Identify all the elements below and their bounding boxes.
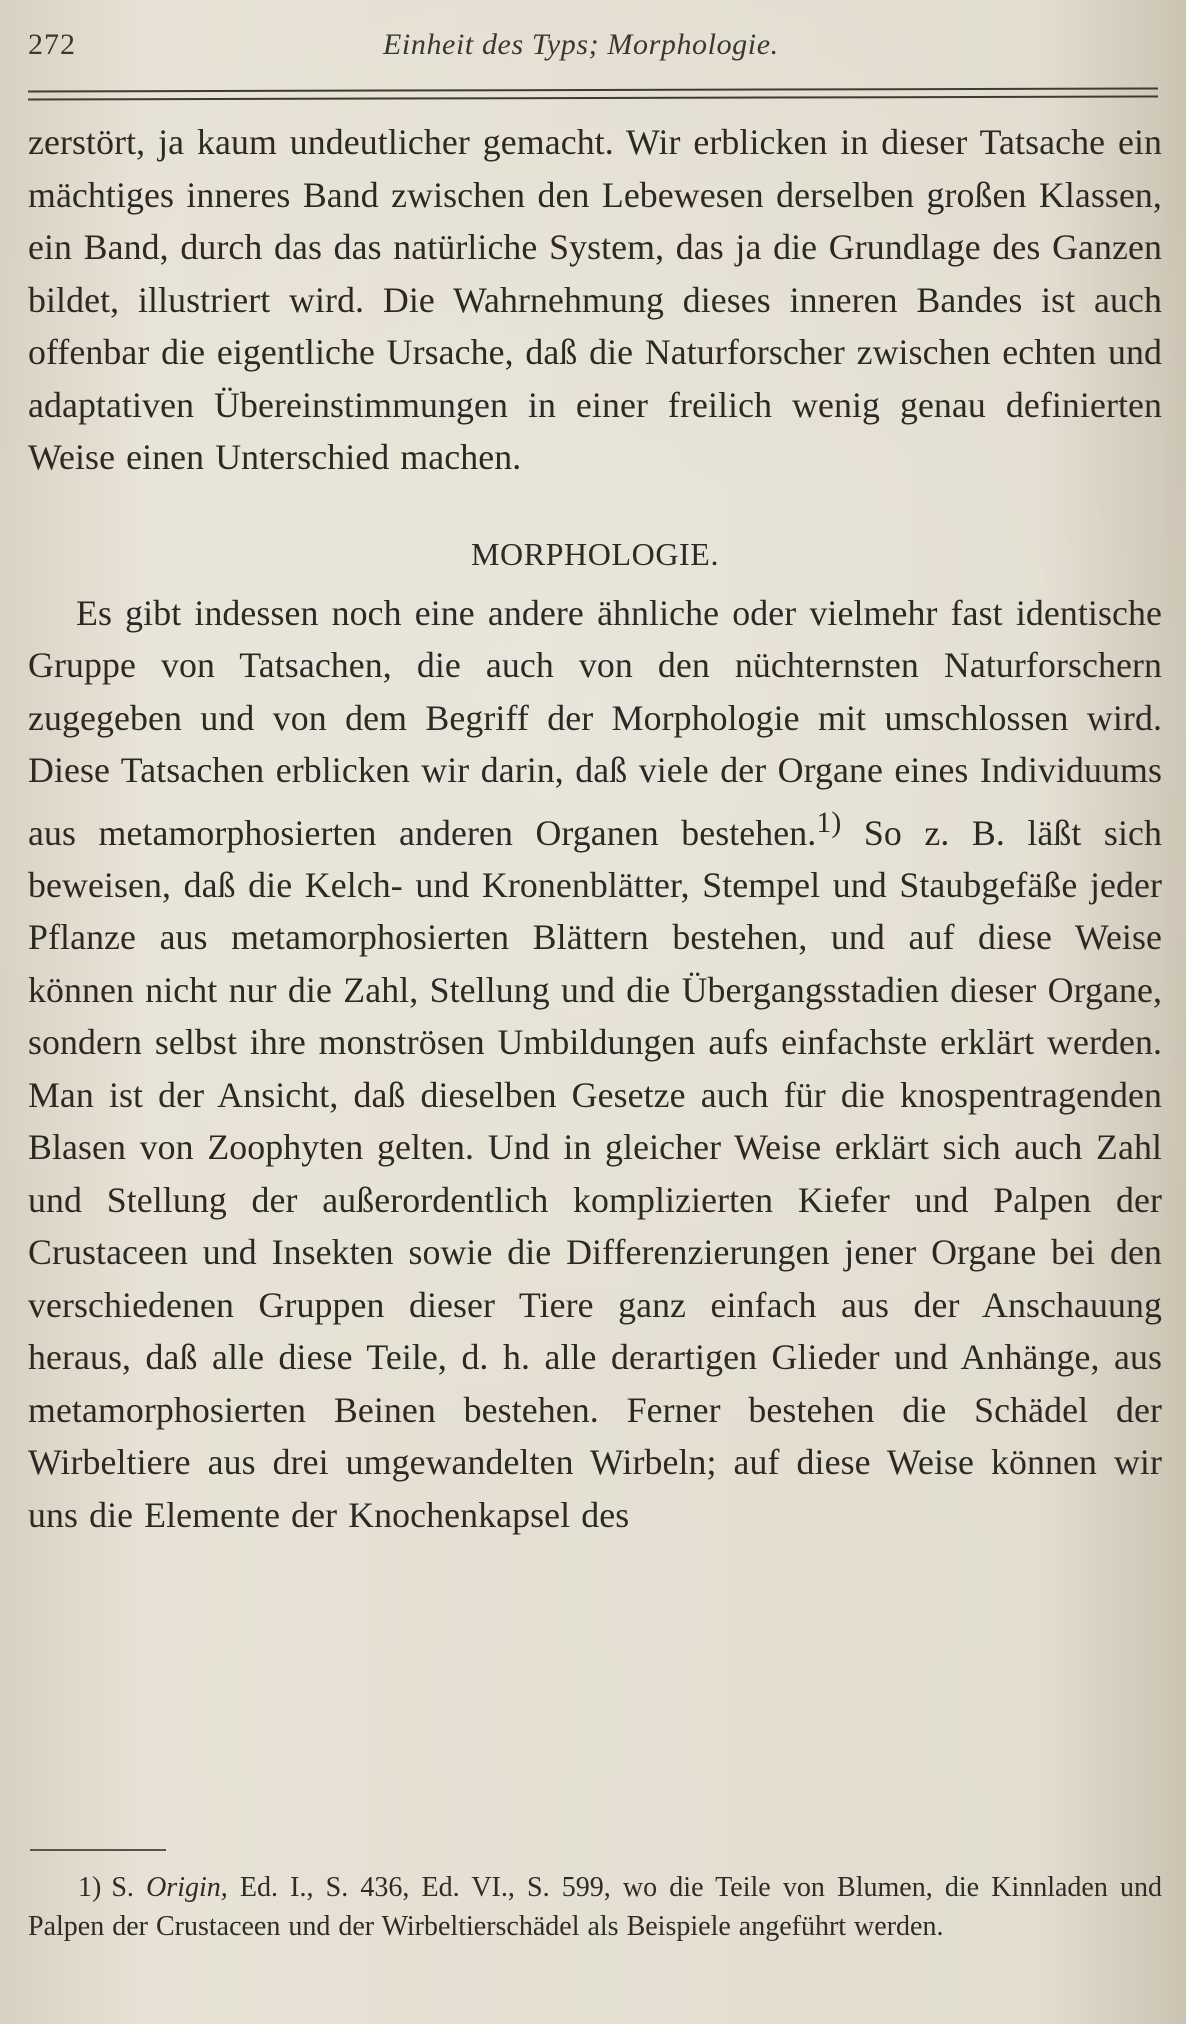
page-header [28, 28, 1142, 80]
section-title: MORPHOLOGIE. [470, 535, 720, 572]
page-number: 272 [28, 28, 76, 61]
paragraph-2-part-2: So z. B. läßt sich beweisen, daß die Kelch- und Kronenblätter, Stempel und Staubgefäße jeder Pflanze aus metamorphosierten Blättern bestehen, und auf diese Weise können nicht nur die Zahl, Stellung und die Übergangsstadien dieser Organe, sondern selbst ihre monströsen Umbildungen aufs einfachste erklärt werden. Man ist der Ansicht, daß dieselben Gesetze auch für die knospentragenden Blasen von Zoophyten gelten. Und in gleicher Weise erklärt sich auch Zahl und Stellung der außerordentlich komplizierten Kiefer und Palpen der Crustaceen und Insekten sowie die Differenzierungen jener Organe bei den verschiedenen Gruppen dieser Tiere ganz einfach aus der Anschauung heraus, daß alle diese Teile, d. h. alle derartigen Glieder und Anhänge, aus metamorphosierten Beinen bestehen. Ferner bestehen die Schädel der Wirbeltiere aus drei umgewandelten Wirbeln; auf diese Weise können wir uns die Elemente der Knochenkapsel des [28, 812, 1162, 1535]
footnote [28, 1868, 1162, 1946]
paragraph-1: zerstört, ja kaum undeutlicher gemacht. Wir erblicken in dieser Tatsache ein mächtiges inneres Band zwischen den Lebewesen derselben großen Klassen, ein Band, durch das das natürliche System, das ja die Grundlage des Ganzen bildet, illustriert wird. Die Wahrnehmung dieses inneren Bandes ist auch offenbar die eigentliche Ursache, daß die Naturforscher zwischen echten und adaptativen Übereinstimmungen in einer freilich wenig genau definierten Weise einen Unterschied machen. [28, 122, 1162, 477]
header-rule-bottom [28, 96, 1158, 101]
footnote-source-title: Origin, [146, 1872, 228, 1903]
running-head: Einheit des Typs; Morphologie. [383, 28, 779, 61]
header-rule-top [28, 88, 1158, 93]
footnote-reference: 1) [816, 805, 842, 839]
main-text [28, 116, 1162, 1541]
footnote-text: Ed. I., S. 436, Ed. VI., S. 599, wo die Teile von Blumen, die Kinnladen und Palpen der Crustaceen und der Wirbeltierschädel als Beispiele angeführt werden. [28, 1872, 1163, 1942]
paragraph-2-part-1: Es gibt indessen noch eine andere ähnliche oder vielmehr fast identische Gruppe von Tatsachen, die auch von den nüchternsten Naturforschern zugegeben und von dem Begriff der Morphologie mit umschlossen wird. Diese Tatsachen erblicken wir darin, daß viele der Organe eines Individuums aus metamorphosierten anderen Organen bestehen. [28, 592, 1162, 853]
footnote-label: 1) [78, 1872, 102, 1903]
footnote-rule [30, 1849, 166, 1851]
paragraph-2 [28, 587, 1162, 1542]
footnote-prefix: S. [111, 1872, 134, 1903]
